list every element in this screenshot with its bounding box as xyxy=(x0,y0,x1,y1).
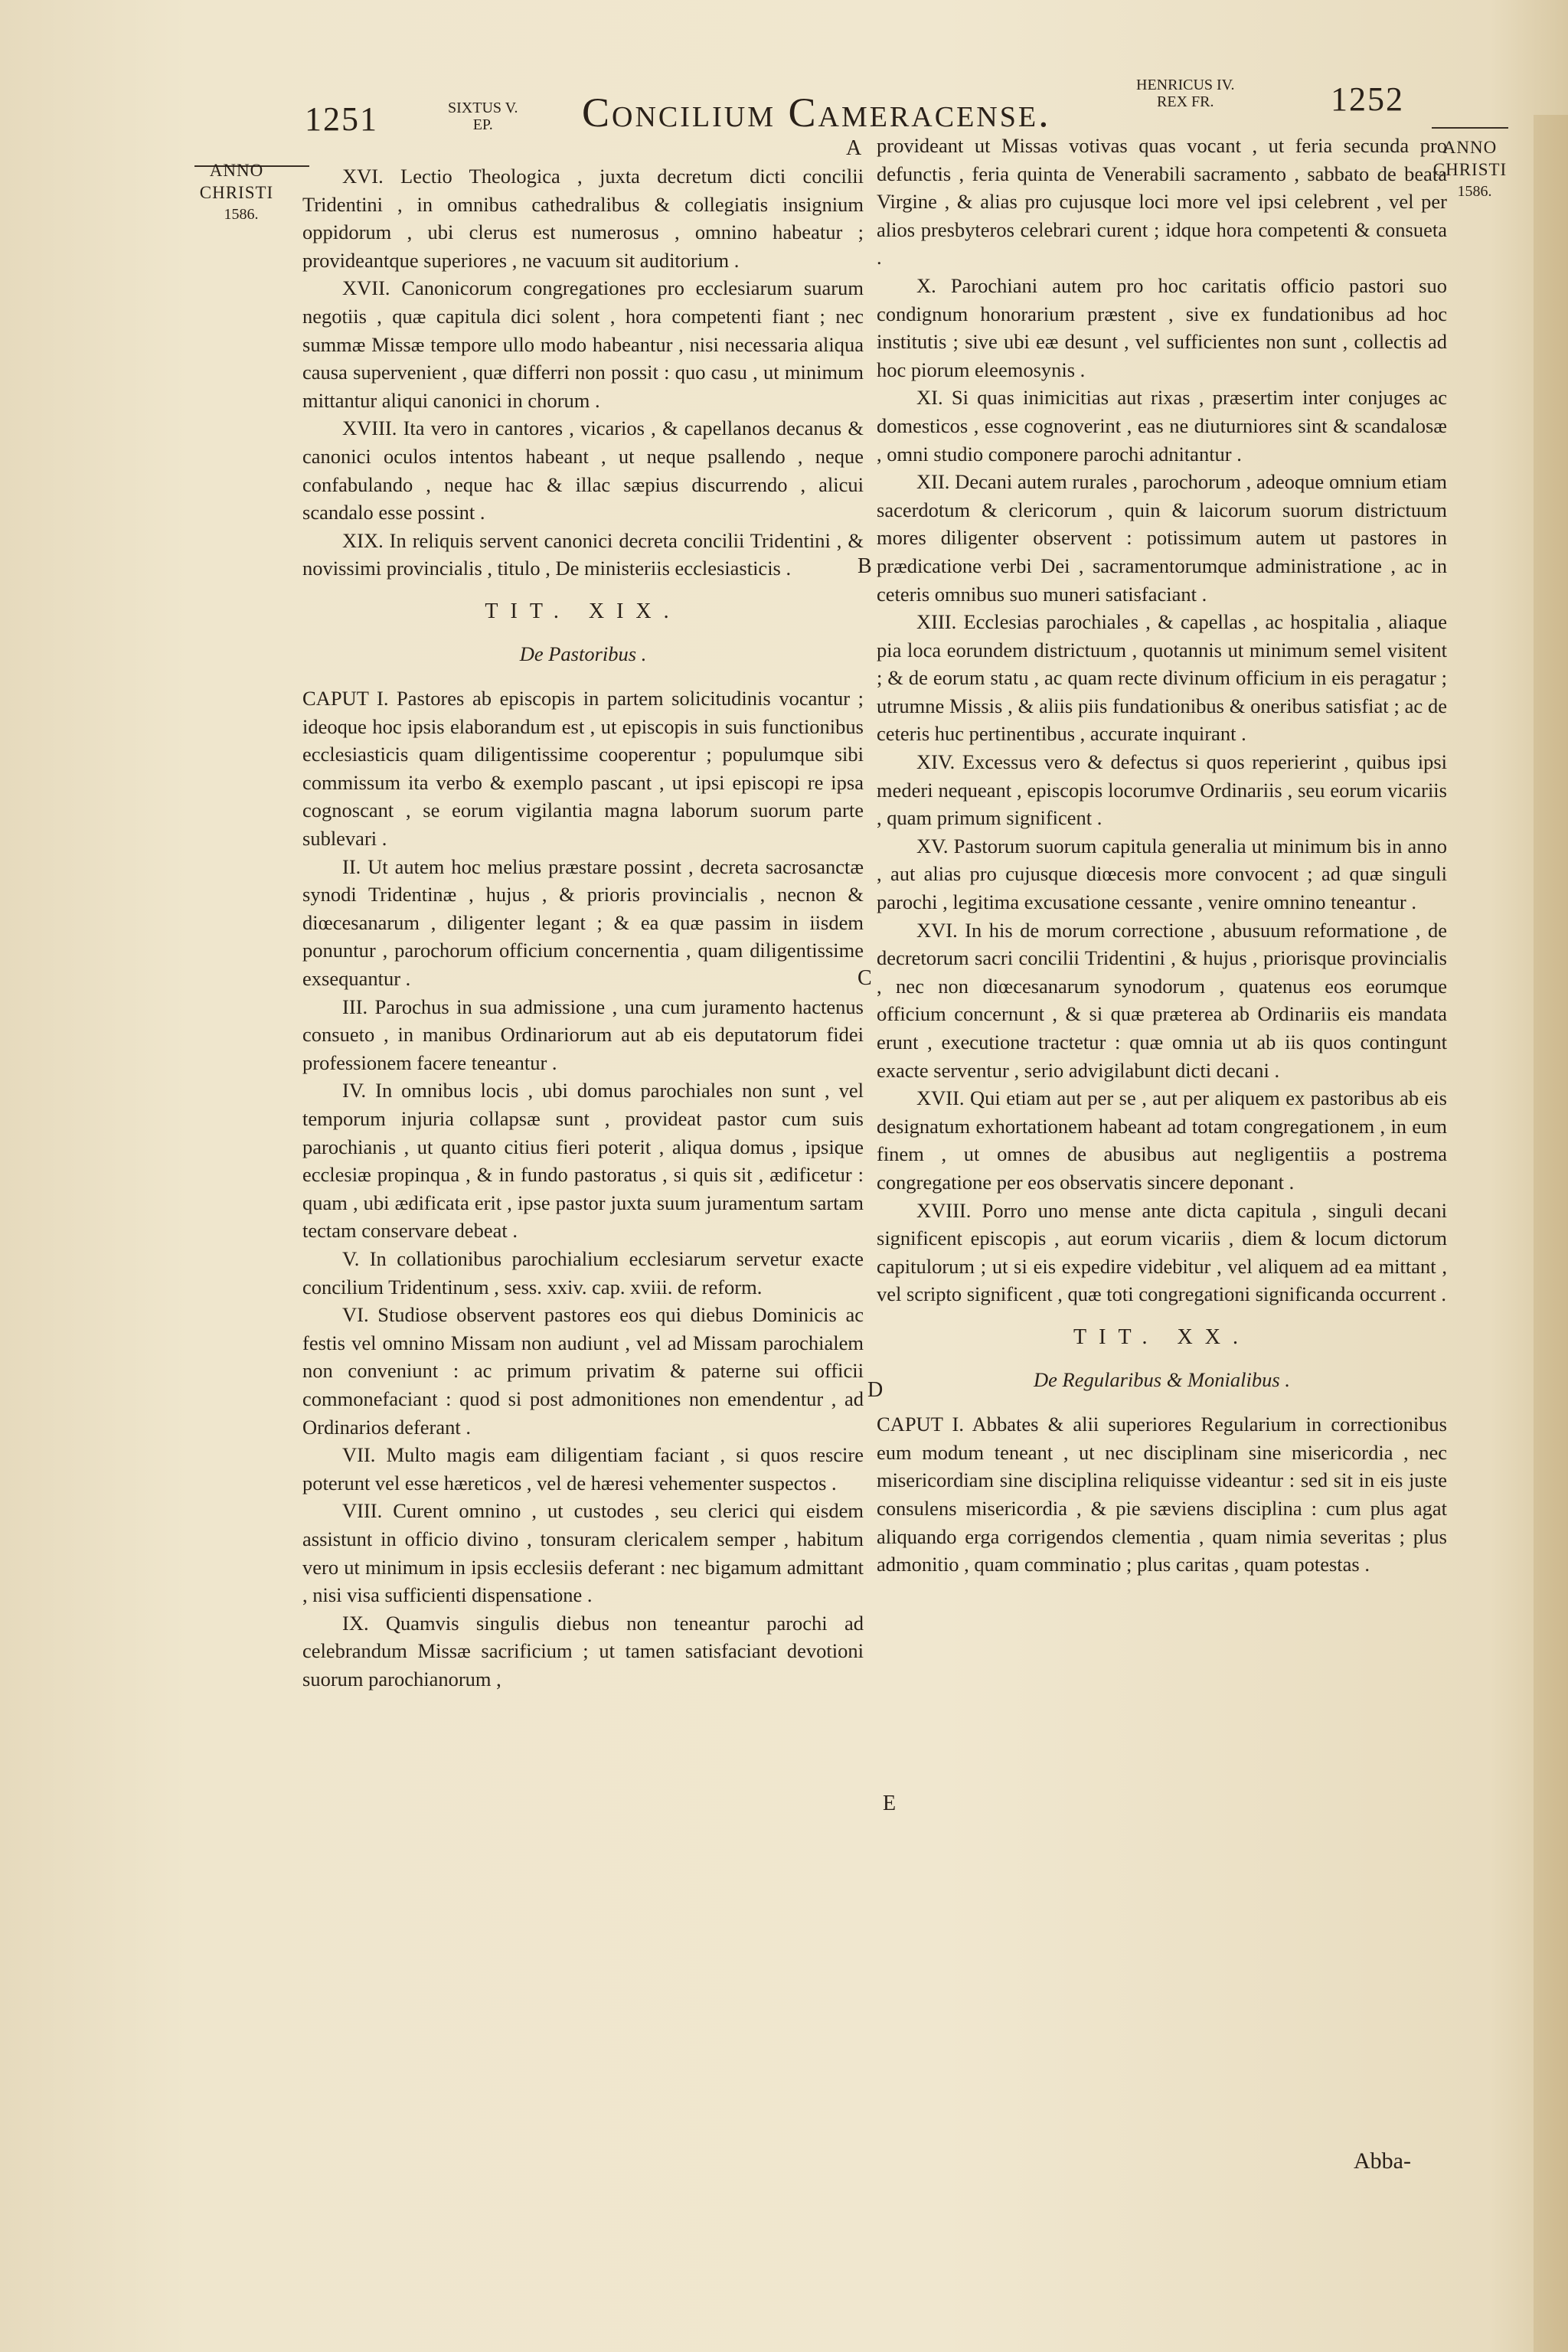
margin-note-left xyxy=(194,159,279,226)
margin-note-left-line1: ANNO xyxy=(209,161,264,180)
margin-note-left-year: 1586. xyxy=(224,206,259,223)
running-head-left-line1: SIXTUS V. xyxy=(448,100,518,116)
paragraph: V. In collationibus parochialium ecclesiarum servetur exacte concilium Tridentinum , sess. xxiv. cap. xviii. de reform. xyxy=(302,1246,864,1298)
paragraph: provideant ut Missas votivas quas vocant , ut feria secunda pro defunctis , feria quinta de Venerabili sacramento , sabbato de beata Virgine , & alias pro cujusque loci more vel ipsi celebrent , vel per alios presbyteros celebrari curent ; idque hora competenti & consueta . xyxy=(877,134,1447,270)
section-letter-e: E xyxy=(883,1792,897,1815)
right-column xyxy=(877,132,1447,1579)
margin-note-right-line2: CHRISTI xyxy=(1432,160,1508,179)
page-number-left: 1251 xyxy=(305,100,378,138)
title-heading: TIT. XX. xyxy=(1073,1325,1250,1349)
paragraph: XVI. In his de morum correctione , abusuum reformatione , de decretorum sacri concilii Tridentini , & hujus , priorisque provincialis , nec non diœcesanarum synodorum , quatenus eos eorumque officium concernunt , & si quæ præterea ab Ordinariis eis mandata erunt , executione tractetur : quæ omnia ut ab iis quos contingunt exacte serventur , serio advigilabunt dicti decani . xyxy=(877,918,1447,1082)
paragraph: XII. Decani autem rurales , parochorum , adeoque omnium etiam sacerdotum & clericorum , quin & laicorum suorum districtuum mores diligenter observent : potissimum autem ut pastores in prædicatione verbi Dei , sacramentorumque administratione , ac in ceteris omnibus suo muneri satisfaciant . xyxy=(877,470,1447,606)
paragraph: II. Ut autem hoc melius præstare possint , decreta sacrosanctæ synodi Tridentinæ , hujus , & prioris provincialis , necnon & diœcesanarum , diligenter legant ; & ea quæ passim in iisdem ponuntur , parochorum officium concernentia , quam diligentissime exsequantur . xyxy=(302,854,864,991)
title-heading: TIT. XIX. xyxy=(485,599,681,623)
margin-note-left-line2: CHRISTI xyxy=(199,183,274,202)
title-subheading: De Regularibus & Monialibus . xyxy=(1034,1367,1290,1391)
paragraph: XVII. Qui etiam aut per se , aut per aliquem ex pastoribus ab eis designatum exhortationem habeant ad totam congregationem , in eum finem , ut omnes de abusibus aut negligentiis a postrema congregatione per eos observatis sincere deponant . xyxy=(877,1086,1447,1194)
paragraph: XV. Pastorum suorum capitula generalia ut minimum bis in anno , aut alias pro cujusque diœcesis more convocent ; ad quæ singuli parochi , legitima excusatione cessante , venire omnino teneantur . xyxy=(877,834,1447,914)
running-head-left xyxy=(448,100,518,133)
page-number-right: 1252 xyxy=(1331,80,1404,118)
paragraph: X. Parochiani autem pro hoc caritatis officio pastori suo condignum honorarium præstent , sive ex fundationibus ad hoc institutis ; sive ubi eæ desunt , vel sufficientes non sunt , collectis ad hoc piorum eleemosynis . xyxy=(877,273,1447,381)
paragraph: XVIII. Ita vero in cantores , vicarios , & capellanos decanus & canonici oculos intentos habeant , ut neque psallendo , neque confabulando , neque hac & illac sæpius discurrendo , alicui scandalo esse possint . xyxy=(302,416,864,524)
adjacent-page-edge xyxy=(1534,115,1568,2352)
running-head-right xyxy=(1136,77,1235,110)
section-letter-c: C xyxy=(858,966,872,990)
paragraph: XVI. Lectio Theologica , juxta decretum dicti concilii Tridentini , in omnibus cathedralibus & collegiatis insignium oppidorum , ubi clerus est numerosus , omnino habeatur ; provideantque superiores , ne vacuum sit auditorium . xyxy=(302,165,864,272)
section-letter-b: B xyxy=(858,554,872,578)
title-subheading: De Pastoribus . xyxy=(519,642,647,665)
left-column xyxy=(302,162,864,1693)
paragraph: XVIII. Porro uno mense ante dicta capitula , singuli decani significent episcopis , aut eorum vicariis , diem & locum dictorum capitulorum ; ut si eis expedire videbitur , vel aliquem ad ea mittant , vel scripto significent , quæ toti congregationi significanda occurrent . xyxy=(877,1198,1447,1306)
paragraph: VIII. Curent omnino , ut custodes , seu clerici qui eisdem assistunt in officio divino , tonsuram clericalem semper , habitum vero ut minimum in ipsis ecclesiis deferant : nec bigamum admittant , nisi visa sufficienti dispensatione . xyxy=(302,1499,864,1607)
margin-rule-right xyxy=(1432,127,1508,129)
running-head-right-line2: REX FR. xyxy=(1157,93,1214,110)
running-head-right-line1: HENRICUS IV. xyxy=(1136,77,1235,93)
paragraph: XI. Si quas inimicitias aut rixas , præsertim inter conjuges ac domesticos , esse cognoverint , eas ne diuturniores sint & scandalosæ , omni studio componere parochi adnitantur . xyxy=(877,386,1447,466)
margin-note-right-line1: ANNO xyxy=(1442,138,1498,157)
paragraph: IV. In omnibus locis , ubi domus parochiales non sunt , vel temporum injuria collapsæ sunt , provideat pastor cum suis parochianis , ut quanto citius fieri poterit , aliqua domus , ipsique ecclesiæ propinqua , & in fundo pastoratus , si quis sit , ædificetur : quam , ubi ædificata erit , ipse pastor juxta suum juramentum sartam tectam conservare debeat . xyxy=(302,1079,864,1243)
paragraph: IX. Quamvis singulis diebus non teneantur parochi ad celebrandum Missæ sacrificium ; ut tamen satisfaciant devotioni suorum parochianorum , xyxy=(302,1611,864,1690)
running-head-left-line2: EP. xyxy=(472,116,493,133)
paragraph: CAPUT I. Pastores ab episcopis in partem solicitudinis vocantur ; ideoque hoc ipsis elaborandum est , ut episcopis in suis functionibus ecclesiasticis quam diligentissime cooperentur ; populumque sibi commissum ita verbo & exemplo pascant , ut ipsi episcopi re ipsa cognoscant , se eorum vigilantia magna laborum suorum parte sublevari . xyxy=(302,687,864,851)
catchword: Abba- xyxy=(1354,2148,1411,2174)
paragraph: CAPUT I. Abbates & alii superiores Regularium in correctionibus eum modum teneant , ut nec disciplinam sine misericordia , nec misericordiam sine disciplina reliquisse videantur : sed sit in eis juste consulens misericordia , & pie sæviens disciplina : cum plus agat aliquando erga corrigendos clementia , quam nimia severitas ; plus admonitio , quam comminatio ; plus caritas , quam potestas . xyxy=(877,1413,1447,1576)
paragraph: XIV. Excessus vero & defectus si quos reperierint , quibus ipsi mederi nequeant , episcopis locorumve Ordinariis , seu eorum vicariis , quam primum significent . xyxy=(877,750,1447,830)
page-title: Concilium Cameracense. xyxy=(582,90,1051,136)
paragraph: VII. Multo magis eam diligentiam faciant , si quos rescire poterunt vel esse hæreticos , vel de hæresi vehementer suspectos . xyxy=(302,1443,864,1494)
paragraph: III. Parochus in sua admissione , una cum juramento hactenus consueto , in manibus Ordinariorum aut ab eis deputatorum fidei professionem facere teneantur . xyxy=(302,995,864,1074)
paragraph: XVII. Canonicorum congregationes pro ecclesiarum suarum negotiis , quæ capitula dici solent , hora competenti fiant ; nec summæ Missæ tempore ullo modo habeantur , nisi necessaria aliqua causa supervenient , quæ differri non possit : quo casu , ut minimum mittantur aliqui canonici in chorum . xyxy=(302,276,864,412)
section-letter-d: D xyxy=(867,1378,884,1402)
paragraph: VI. Studiose observent pastores eos qui diebus Dominicis ac festis vel omnino Missam non audiunt , vel ad Missam parochialem non conveniunt : ac primum privatim & paterne sui officii commonefaciant : quod si post admonitiones non emendentur , ad Ordinarios deferant . xyxy=(302,1303,864,1439)
section-letter-a: A xyxy=(846,136,862,160)
paragraph: XIII. Ecclesias parochiales , & capellas , ac hospitalia , aliaque pia loca eorundem districtuum , quotannis ut minimum semel visitent ; & de eorum statu , ac quam recte divinum officium in eis peragatur ; utrumne Missis , & aliis piis fundationibus & oneribus satisfiat ; ac de ceteris huc pertinentibus , accurate inquirant . xyxy=(877,610,1447,746)
paragraph: XIX. In reliquis servent canonici decreta concilii Tridentini , & novissimi provincialis , titulo , De ministeriis ecclesiasticis . xyxy=(302,528,864,580)
margin-note-right-year: 1586. xyxy=(1457,183,1492,200)
